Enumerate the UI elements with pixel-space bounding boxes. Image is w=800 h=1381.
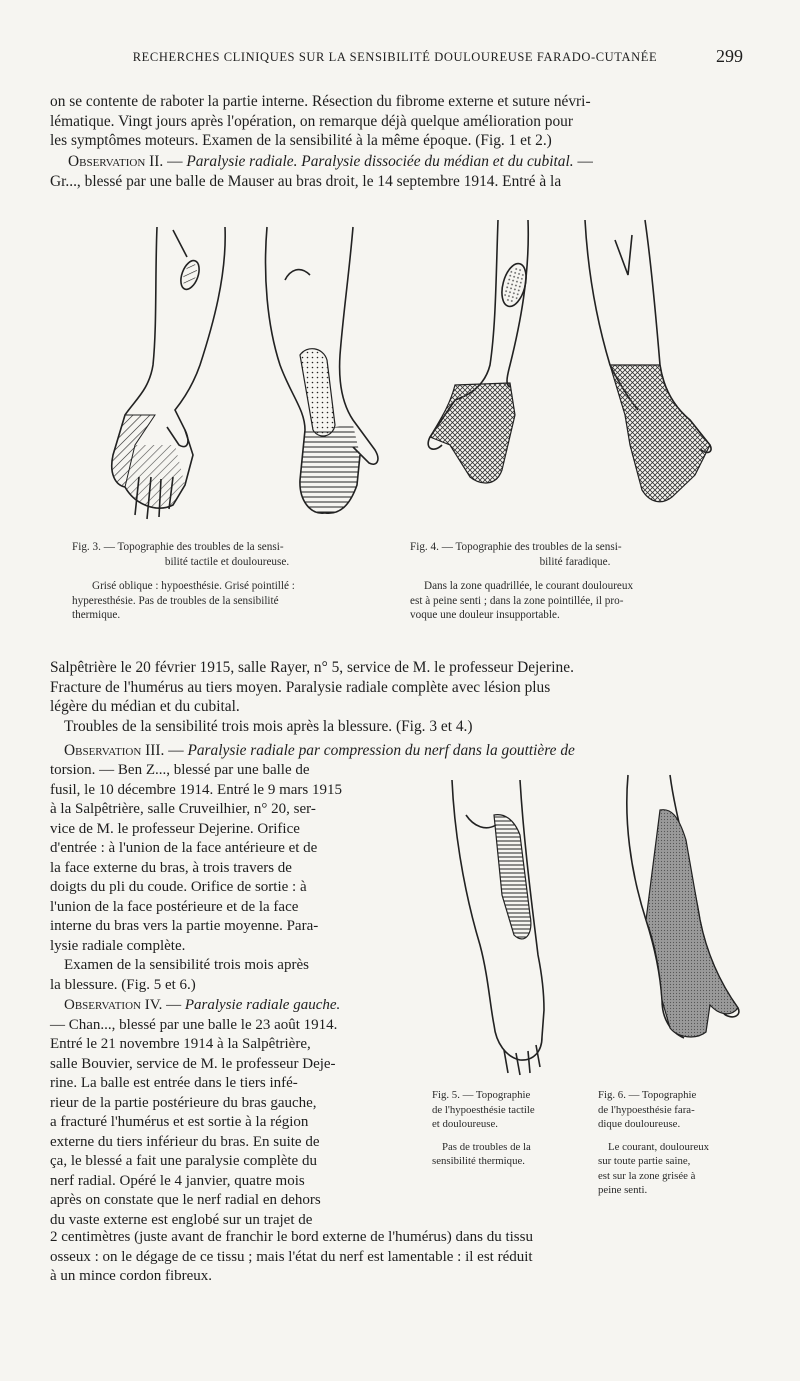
quadrilled-zone-right	[610, 365, 710, 502]
caption-title-line: bilité tactile et douloureuse.	[164, 555, 290, 568]
text-line: légère du médian et du cubital.	[50, 698, 240, 715]
text-line: à un mince cordon fibreux.	[50, 1268, 213, 1284]
observation-heading: Observation III.	[64, 742, 165, 759]
observation-4-conclusion	[50, 1228, 760, 1287]
text-line: Observation II. — Paralysie radiale. Paralysie dissociée du médian et du cubital. —	[68, 153, 593, 170]
caption-title-line: de l'hypoesthésie fara-	[598, 1103, 695, 1116]
caption-title-line: dique douloureuse.	[598, 1118, 681, 1130]
dash: —	[577, 153, 593, 170]
text-line: externe du tiers inférieur du bras. En suite de	[50, 1133, 320, 1150]
figure-4-caption	[410, 540, 740, 623]
figure-6-illustration	[600, 770, 750, 1060]
caption-title-line: Fig. 6. — Topographie	[598, 1089, 697, 1101]
observation-title: Paralysie radiale gauche.	[184, 997, 341, 1013]
figure-5-illustration	[432, 775, 587, 1080]
shaded-zone-fig6	[646, 810, 738, 1037]
text-line: fusil, le 10 décembre 1914. Entré le 9 mars 1915	[50, 781, 343, 798]
caption-title-line: bilité faradique.	[539, 555, 611, 568]
caption-legend-line: thermique.	[72, 609, 121, 621]
text-line: rine. La balle est entrée dans le tiers infé-	[50, 1075, 298, 1091]
figure-6-caption	[598, 1088, 763, 1198]
intro-paragraph	[50, 92, 750, 151]
running-title: RECHERCHES CLINIQUES SUR LA SENSIBILITÉ DOULOUREUSE FARADO-CUTANÉE	[132, 50, 658, 64]
observation-4-body	[50, 996, 422, 1230]
text-line: l'union de la face postérieure et de la face	[50, 898, 299, 915]
text-line: doigts du pli du coude. Orifice de sortie : à	[50, 879, 307, 895]
text-line: Examen de la sensibilité trois mois après	[64, 957, 309, 973]
text-line: à la Salpêtrière, salle Cruveilhier, n° 20, ser-	[50, 801, 316, 817]
text-line: torsion. — Ben Z..., blessé par une balle de	[50, 762, 310, 778]
caption-legend-line: voque une douleur insupportable.	[410, 609, 560, 621]
text-line: nerf radial. Opéré le 4 janvier, quatre mois	[50, 1172, 305, 1189]
figure-3-caption	[72, 540, 402, 623]
text-line: du vaste externe est englobé sur un trajet de	[50, 1211, 313, 1228]
caption-legend-line: est sur la zone grisée à	[598, 1169, 696, 1182]
caption-title-line: de l'hypoesthésie tactile	[432, 1103, 535, 1116]
observation-title: Paralysie radiale par compression du nerf dans la gouttière de	[187, 742, 575, 759]
observation-heading: Observation IV.	[64, 997, 163, 1013]
quadrilled-zone-left	[430, 383, 515, 483]
caption-title-line: Fig. 3. — Topographie des troubles de la sensi-	[72, 541, 284, 553]
text-line: 2 centimètres (juste avant de franchir le bord externe de l'humérus) dans du tissu	[50, 1229, 533, 1245]
observation-3-heading	[50, 741, 760, 761]
text-line: Fracture de l'humérus au tiers moyen. Paralysie radiale complète avec lésion plus	[50, 678, 551, 696]
text-line: a fracturé l'humérus et est sortie à la région	[50, 1114, 309, 1130]
caption-title-line: Fig. 5. — Topographie	[432, 1089, 531, 1101]
horizontal-hatch-zone-fig5	[494, 815, 531, 939]
text-line: Observation III. — Paralysie radiale par compression du nerf dans la gouttière de	[64, 742, 575, 759]
caption-legend-line: Pas de troubles de la	[442, 1140, 531, 1153]
text-line: lysie radiale complète.	[50, 937, 186, 954]
caption-legend-line: Grisé oblique : hypoesthésie. Grisé pointillé :	[92, 580, 295, 592]
caption-legend-line: Le courant, douloureux	[608, 1140, 710, 1153]
caption-legend-line: sur toute partie saine,	[598, 1155, 691, 1167]
text-line: Gr..., blessé par une balle de Mauser au bras droit, le 14 septembre 1914. Entré à la	[50, 172, 562, 190]
horizontal-hatch-zone	[300, 425, 360, 513]
figure-4-illustration	[410, 215, 720, 525]
text-line: lématique. Vingt jours après l'opération, on remarque déjà quelque amélioration pour	[50, 112, 573, 130]
text-line: interne du bras vers la partie moyenne. Para-	[50, 918, 319, 934]
observation-2-continued	[50, 658, 760, 736]
observation-title: Paralysie radiale. Paralysie dissociée du médian et du cubital.	[186, 153, 574, 170]
caption-legend-line: sensibilité thermique.	[432, 1155, 525, 1167]
text-line: salle Bouvier, service de M. le professeur Deje-	[50, 1055, 336, 1072]
figure-3-illustration	[95, 215, 395, 525]
caption-title-line: et douloureuse.	[432, 1118, 498, 1130]
text-line: Troubles de la sensibilité trois mois après la blessure. (Fig. 3 et 4.)	[64, 717, 473, 735]
text-line: d'entrée : à l'union de la face antérieure et de	[50, 840, 318, 856]
caption-title-line: Fig. 4. — Topographie des troubles de la sensi-	[410, 541, 622, 553]
text-line: les symptômes moteurs. Examen de la sensibilité à la même époque. (Fig. 1 et 2.)	[50, 132, 552, 149]
text-line: ça, le blessé a fait une paralysie complète du	[50, 1153, 317, 1169]
text-line: après on constate que le nerf radial en dehors	[50, 1192, 321, 1208]
text-line: Salpêtrière le 20 février 1915, salle Rayer, n° 5, service de M. le professeur Dejerine.	[50, 659, 574, 676]
caption-legend-line: est à peine senti ; dans la zone pointillée, il pro-	[410, 594, 624, 607]
caption-legend-line: Dans la zone quadrillée, le courant douloureux	[424, 580, 634, 592]
observation-2	[50, 152, 760, 191]
text-line: osseux : on le dégage de ce tissu ; mais l'état du nerf est lamentable : il est réduit	[50, 1248, 533, 1265]
text-line: rieur de la partie postérieure du bras gauche,	[50, 1094, 317, 1111]
text-line: Observation IV. — Paralysie radiale gauche.	[64, 997, 341, 1013]
text-line: la blessure. (Fig. 5 et 6.)	[50, 976, 196, 993]
observation-heading: Observation II.	[68, 153, 164, 170]
caption-legend-line: peine senti.	[598, 1184, 648, 1196]
dotted-hyperesthesia-zone	[300, 349, 335, 436]
caption-legend-line: hyperesthésie. Pas de troubles de la sensibilité	[72, 594, 279, 607]
observation-3-body	[50, 761, 422, 995]
page-number: 299	[716, 46, 743, 66]
figure-5-caption	[432, 1088, 592, 1169]
text-line: on se contente de raboter la partie interne. Résection du fibrome externe et suture névri-	[50, 93, 591, 110]
text-line: la face externe du bras, à trois travers de	[50, 859, 292, 876]
text-line: vice de M. le professeur Dejerine. Orifice	[50, 820, 300, 837]
text-line: — Chan..., blessé par une balle le 23 août 1914.	[50, 1016, 338, 1033]
text-line: Entré le 21 novembre 1914 à la Salpêtrière,	[50, 1036, 311, 1052]
